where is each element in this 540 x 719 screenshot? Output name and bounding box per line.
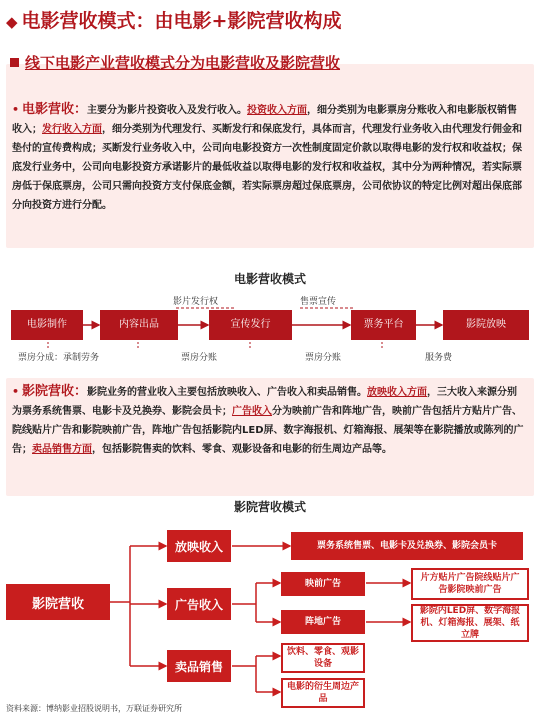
branch-advertising: 广告收入	[167, 588, 231, 620]
film-box-ticketing: 票务平台	[351, 310, 416, 340]
diamond-icon: ◆	[6, 13, 18, 31]
film-label-fee: 服务费	[425, 353, 453, 363]
film-revenue-paragraph: • 电影营收：主要分为影片投资收入及发行收入。投资收入方面，细分类别为电影票房分账收入和电影版权销售收入；发行收入方面，细分类别为代理发行、买断发行和保底发行，具体而言，代理发行业务收入由代理发行佣金和垫付的宣传费构成；买断发行业务收入中，公司向电影投资方一次性制度固定价款以取得电影的发行权和收益权；保底发行业务中，公司向电影投资方承诺影片的最低收益以取得电影的发行权和收益权，其中分为两种情况，若实际票房低于保底票房，公司只需向投资方支付保底金额，若实际票房超过保底票房，公司依协议的特定比例对超出保底部分向投资方进行分配。	[12, 102, 522, 211]
source-note: 资料来源：博纳影业招股说明书，万联证券研究所	[6, 704, 182, 713]
film-label-share3: 票房分账	[305, 353, 342, 363]
dot-bullet-icon: •	[12, 103, 20, 116]
sales-leaf-food: 饮料、零食、观影设备	[281, 643, 365, 673]
section-heading: 线下电影产业营收模式分为电影营收及影院营收	[10, 52, 340, 73]
ad-onsite: 阵地广告	[281, 610, 365, 634]
film-diagram-title: 电影营收模式	[233, 272, 306, 286]
cinema-root-box: 影院营收	[6, 584, 110, 620]
cinema-diagram-title: 影院营收模式	[233, 500, 306, 514]
preshow-leaf: 片方贴片广告院线贴片广告影院映前广告	[411, 568, 529, 600]
film-box-screening: 影院放映	[443, 310, 529, 340]
ad-preshow: 映前广告	[281, 572, 365, 596]
branch-screening: 放映收入	[167, 530, 231, 562]
film-box-content: 内容出品	[100, 310, 178, 340]
page-title: ◆ 电影营收模式：由电影+影院营收构成	[6, 6, 341, 36]
film-label-share1: 票房分成：承制劳务	[18, 353, 100, 363]
branch-merch-sales: 卖品销售	[167, 650, 231, 682]
onsite-leaf: 影院内LED屏、数字海报机、灯箱海报、展架、纸立牌	[411, 604, 529, 642]
film-label-share2: 票房分账	[181, 353, 218, 363]
cinema-revenue-paragraph: • 影院营收：影院业务的营业收入主要包括放映收入、广告收入和卖品销售。放映收入方面，三大收入来源分别为票务系统售票、电影卡及兑换券、影院会员卡；广告收入分为映前广告和阵地广告，映前广告包括片方贴片广告、院线贴片广告和影院映前广告，阵地广告包括影院内LED屏、数字海报机、灯箱海报、展架等在影院播放或陈列的广告；卖品销售方面，包括影院售卖的饮料、零食、观影设备和电影的衍生周边产品等。	[12, 384, 524, 455]
film-label-rights: 影片发行权	[173, 297, 219, 307]
film-box-production: 电影制作	[11, 310, 83, 340]
dot-bullet-icon: •	[12, 385, 20, 398]
film-label-promo: 售票宣传	[300, 297, 337, 307]
sales-leaf-derivatives: 电影的衍生周边产品	[281, 678, 365, 708]
film-box-distribution: 宣传发行	[209, 310, 292, 340]
screening-leaf: 票务系统售票、电影卡及兑换券、影院会员卡	[291, 532, 523, 560]
